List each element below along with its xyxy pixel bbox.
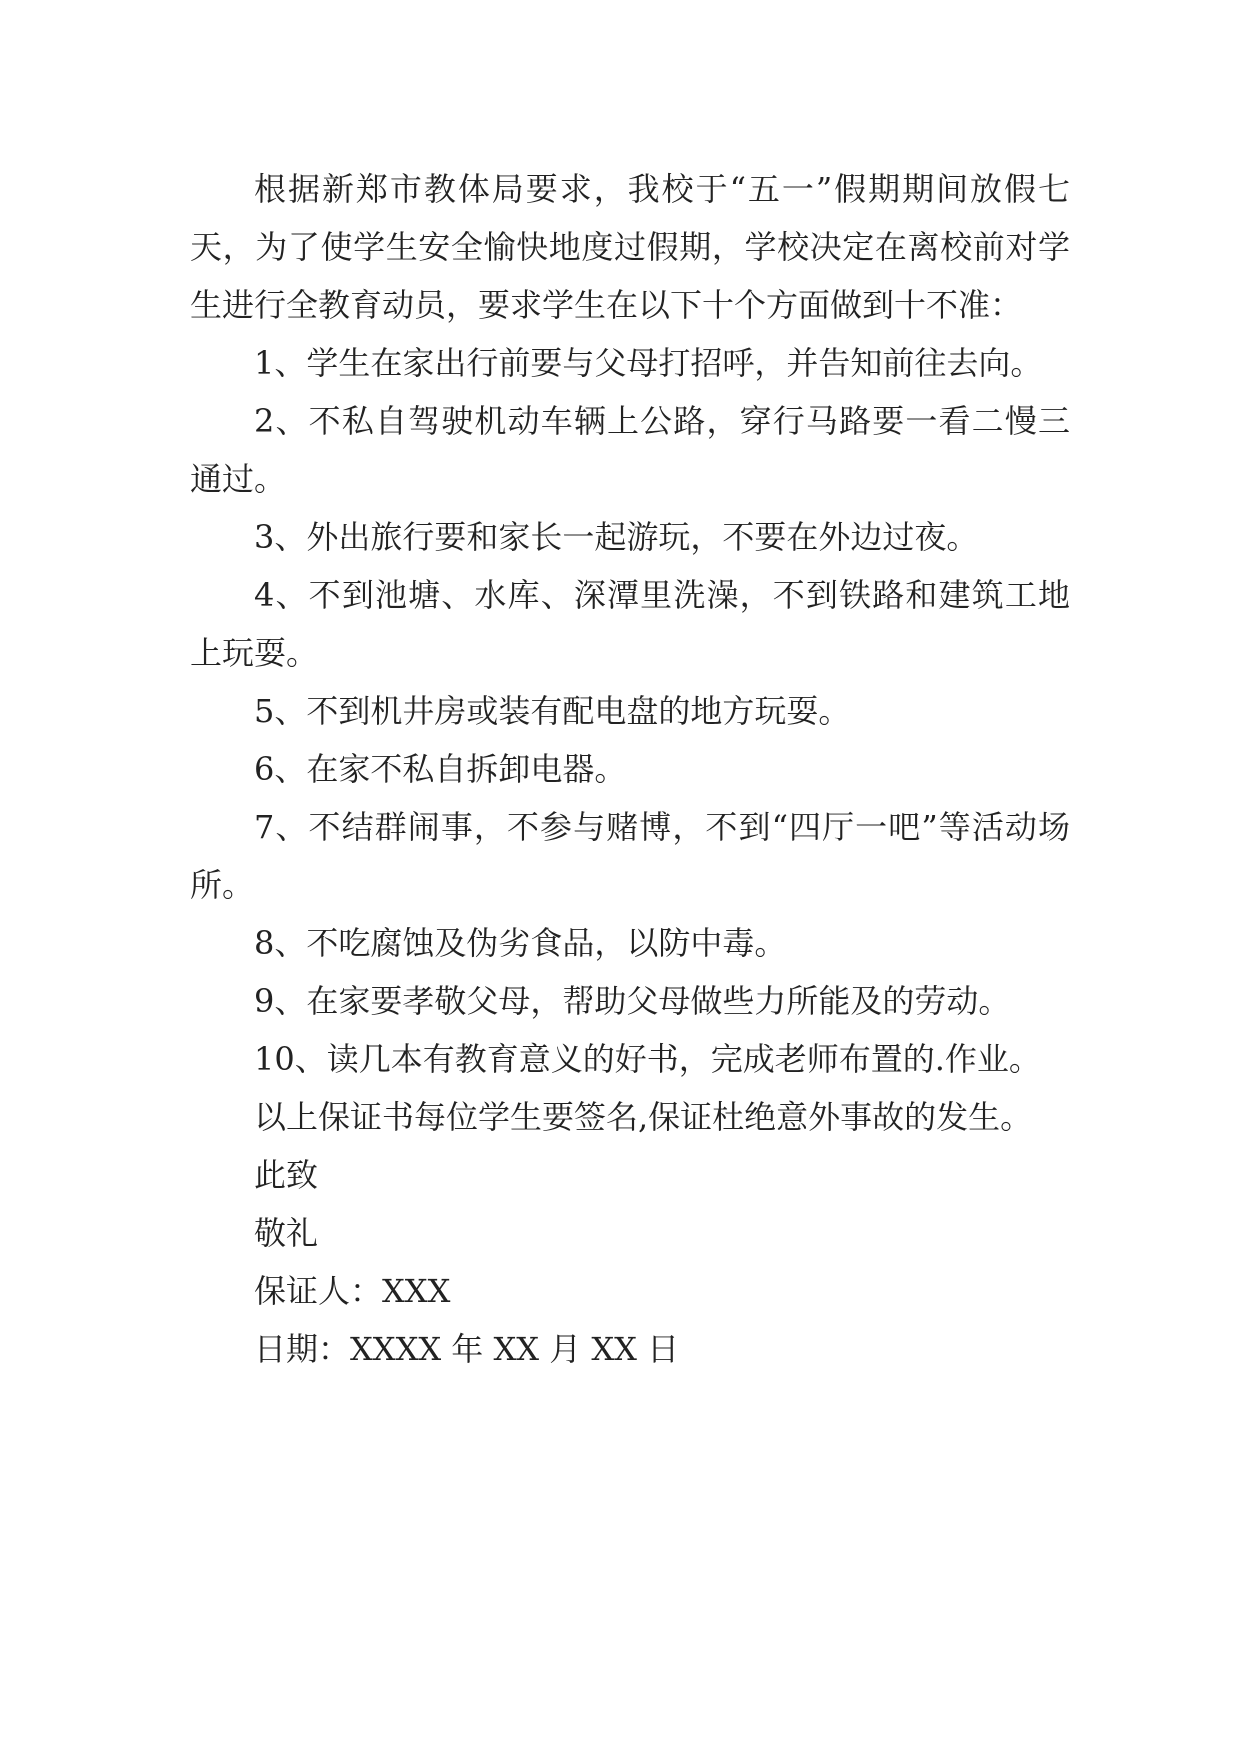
closing-salutation-1: 此致 xyxy=(254,1156,319,1194)
intro-paragraph: 根据新郑市教体局要求，我校于“五一”假期期间放假七天，为了使学生安全愉快地度过假期，学校决定在离校前对学生进行全教育动员，要求学生在以下十个方面做到十不准： xyxy=(190,170,1070,324)
guarantor-line: 保证人：XXX xyxy=(254,1272,451,1310)
rule-item-1: 1、学生在家出行前要与父母打招呼，并告知前往去向。 xyxy=(254,344,1043,382)
rule-item-3: 3、外出旅行要和家长一起游玩，不要在外边过夜。 xyxy=(254,518,979,556)
rule-item-10: 10、读几本有教育意义的好书，完成老师布置的.作业。 xyxy=(254,1040,1041,1078)
rule-item-8: 8、不吃腐蚀及伪劣食品，以防中毒。 xyxy=(254,924,787,962)
closing-salutation-2: 敬礼 xyxy=(254,1214,319,1252)
rule-item-4: 4、不到池塘、水库、深潭里洗澡，不到铁路和建筑工地上玩耍。 xyxy=(190,576,1070,672)
rule-item-5: 5、不到机井房或装有配电盘的地方玩耍。 xyxy=(254,692,851,730)
rule-item-6: 6、在家不私自拆卸电器。 xyxy=(254,750,627,788)
document-body xyxy=(190,160,1070,1378)
rule-item-9: 9、在家要孝敬父母，帮助父母做些力所能及的劳动。 xyxy=(254,982,1011,1020)
date-line: 日期：XXXX 年 XX 月 XX 日 xyxy=(254,1330,680,1368)
rule-item-7: 7、不结群闹事，不参与赌博，不到“四厅一吧”等活动场所。 xyxy=(190,808,1070,904)
pledge-note: 以上保证书每位学生要签名,保证杜绝意外事故的发生。 xyxy=(254,1098,1033,1136)
rule-item-2: 2、不私自驾驶机动车辆上公路，穿行马路要一看二慢三通过。 xyxy=(190,402,1070,498)
